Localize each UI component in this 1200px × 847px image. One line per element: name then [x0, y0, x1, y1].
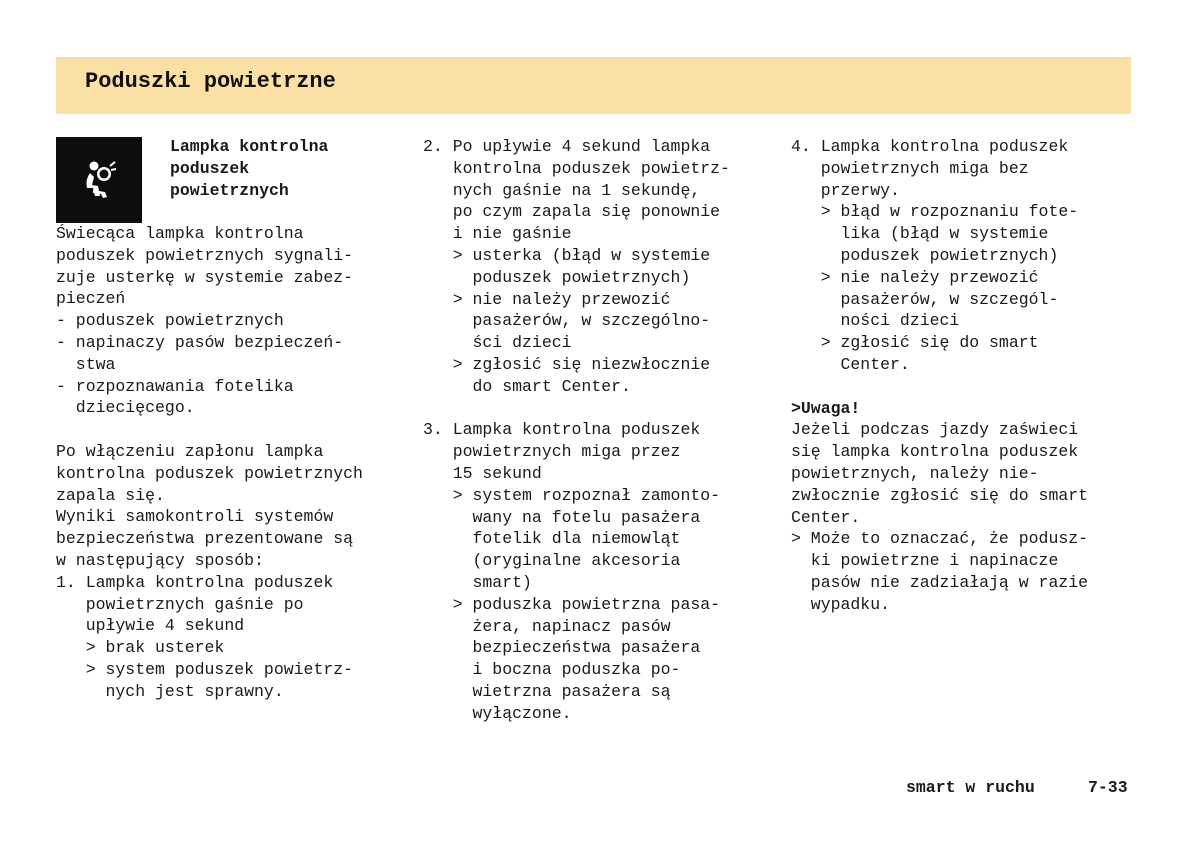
- text-line: przerwy.: [791, 180, 900, 200]
- text-line: zuje usterkę w systemie zabez-: [56, 267, 354, 287]
- text-line: bezpieczeństwa prezentowane są: [56, 529, 354, 549]
- text-line: dziecięcego.: [56, 398, 195, 418]
- text-line: > usterka (błąd w systemie: [423, 245, 711, 265]
- text-line: poduszek powietrznych): [791, 245, 1059, 265]
- text-line: powietrznych miga przez: [423, 442, 681, 462]
- text-line: pasażerów, w szczegól-: [791, 289, 1059, 309]
- text-line: > błąd w rozpoznaniu fote-: [791, 202, 1079, 222]
- column-right-body: [791, 136, 1136, 376]
- text-line: - napinaczy pasów bezpieczeń-: [56, 332, 344, 352]
- column-left-body: [56, 223, 401, 703]
- text-line: smart): [423, 572, 532, 592]
- page-number: 7-33: [1088, 778, 1128, 797]
- text-line: nych gaśnie na 1 sekundę,: [423, 180, 701, 200]
- spacer: [791, 376, 1136, 398]
- text-line: powietrznych miga bez: [791, 158, 1029, 178]
- column-middle-body: [423, 136, 773, 725]
- text-line: [423, 398, 773, 420]
- text-line: > zgłosić się niezwłocznie: [423, 354, 711, 374]
- text-line: po czym zapala się ponownie: [423, 202, 721, 222]
- text-line: Wyniki samokontroli systemów: [56, 507, 334, 527]
- text-line: się lampka kontrolna poduszek: [791, 442, 1079, 462]
- text-line: > system rozpoznał zamonto-: [423, 485, 721, 505]
- warning-heading: >Uwaga!: [791, 398, 861, 418]
- text-line: > zgłosić się do smart: [791, 333, 1039, 353]
- heading-line: poduszek: [170, 158, 250, 178]
- warning-text: [791, 419, 1136, 615]
- text-line: poduszek powietrznych sygnali-: [56, 245, 354, 265]
- text-line: Center.: [791, 354, 910, 374]
- text-line: kontrolna poduszek powietrznych: [56, 463, 363, 483]
- text-line: wyłączone.: [423, 703, 572, 723]
- text-line: pasów nie zadziałają w razie: [791, 572, 1089, 592]
- text-line: Center.: [791, 507, 861, 527]
- text-line: > poduszka powietrzna pasa-: [423, 594, 721, 614]
- text-line: fotelik dla niemowląt: [423, 529, 681, 549]
- heading-line: powietrznych: [170, 180, 289, 200]
- text-line: Jeżeli podczas jazdy zaświeci: [791, 420, 1079, 440]
- text-line: 2. Po upływie 4 sekund lampka: [423, 137, 711, 156]
- text-line: > system poduszek powietrz-: [56, 659, 354, 679]
- text-line: wany na fotelu pasażera: [423, 507, 701, 527]
- text-line: [56, 419, 401, 441]
- column-left: [56, 136, 401, 703]
- text-line: nych jest sprawny.: [56, 681, 284, 701]
- column-middle: [423, 136, 773, 725]
- text-line: 4. Lampka kontrolna poduszek: [791, 137, 1069, 156]
- text-line: > nie należy przewozić: [791, 267, 1039, 287]
- text-line: 15 sekund: [423, 463, 542, 483]
- text-line: stwa: [56, 354, 116, 374]
- heading-line: Lampka kontrolna: [170, 137, 329, 156]
- text-line: - rozpoznawania fotelika: [56, 376, 294, 396]
- text-line: do smart Center.: [423, 376, 631, 396]
- section-header-banner: [56, 57, 1131, 114]
- footer-section-name: smart w ruchu: [906, 778, 1035, 797]
- text-line: > Może to oznaczać, że podusz-: [791, 529, 1089, 549]
- text-line: bezpieczeństwa pasażera: [423, 638, 701, 658]
- text-line: zapala się.: [56, 485, 165, 505]
- text-line: i nie gaśnie: [423, 224, 572, 244]
- text-line: ści dzieci: [423, 333, 572, 353]
- text-line: upływie 4 sekund: [56, 616, 245, 636]
- text-line: Świecąca lampka kontrolna: [56, 224, 304, 243]
- text-line: > nie należy przewozić: [423, 289, 671, 309]
- text-line: pieczeń: [56, 289, 126, 309]
- page-title: Poduszki powietrzne: [85, 69, 336, 94]
- text-line: i boczna poduszka po-: [423, 660, 681, 680]
- text-line: w następujący sposób:: [56, 550, 264, 570]
- text-line: 1. Lampka kontrolna poduszek: [56, 572, 334, 592]
- text-line: (oryginalne akcesoria: [423, 551, 681, 571]
- text-line: wypadku.: [791, 594, 891, 614]
- text-line: 3. Lampka kontrolna poduszek: [423, 420, 701, 440]
- text-line: > brak usterek: [56, 638, 225, 658]
- text-line: ki powietrzne i napinacze: [791, 551, 1059, 571]
- text-line: - poduszek powietrznych: [56, 311, 284, 331]
- text-line: kontrolna poduszek powietrz-: [423, 158, 730, 178]
- text-line: powietrznych, należy nie-: [791, 463, 1039, 483]
- text-line: powietrznych gaśnie po: [56, 594, 304, 614]
- column-right: [791, 136, 1136, 616]
- text-line: lika (błąd w systemie: [791, 224, 1049, 244]
- text-line: poduszek powietrznych): [423, 267, 691, 287]
- text-line: ności dzieci: [791, 311, 960, 331]
- text-line: zwłocznie zgłosić się do smart: [791, 485, 1089, 505]
- text-line: żera, napinacz pasów: [423, 616, 671, 636]
- text-line: wietrzna pasażera są: [423, 681, 671, 701]
- text-line: pasażerów, w szczególno-: [423, 311, 711, 331]
- text-line: Po włączeniu zapłonu lampka: [56, 441, 324, 461]
